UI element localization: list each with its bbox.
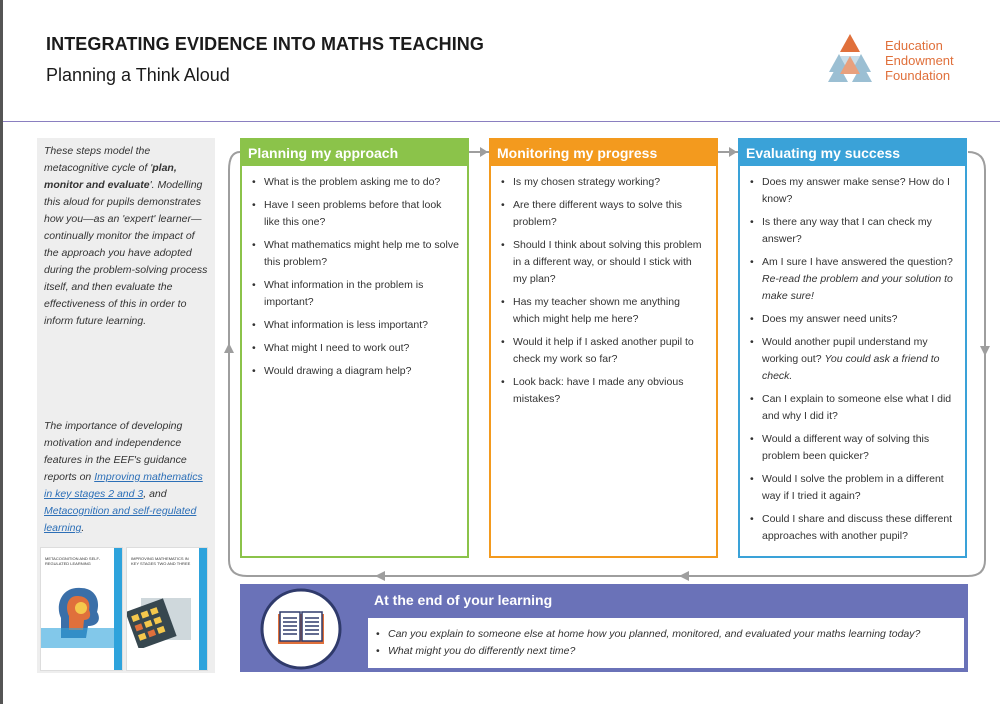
- report-cover-maths[interactable]: [126, 547, 208, 671]
- panel-monitoring-list: [491, 166, 716, 408]
- header-divider: [3, 121, 1000, 122]
- panel-monitoring: [489, 138, 718, 558]
- panel-planning-heading: Planning my approach: [242, 140, 467, 166]
- logo-line-2: Endowment: [885, 53, 954, 68]
- list-item: • Could I share and discuss these different approaches with another pupil?: [750, 511, 957, 545]
- list-item: • What is the problem asking me to do?: [252, 174, 459, 191]
- page-subtitle: Planning a Think Aloud: [46, 65, 230, 85]
- panel-evaluating: [738, 138, 967, 558]
- logo-line-1: Education: [885, 38, 943, 53]
- list-item: • What information is less important?: [252, 317, 459, 334]
- end-of-learning-heading: At the end of your learning: [374, 592, 553, 608]
- list-item: • Would I solve the problem in a different way if I tried it again?: [750, 471, 957, 505]
- arrow-up-left: [224, 343, 234, 353]
- open-book-icon: [260, 588, 342, 670]
- calculator-icon: [127, 588, 201, 648]
- list-item: • Does my answer need units?: [750, 311, 957, 328]
- arrow-down-right: [980, 346, 990, 356]
- left-border: [0, 0, 3, 704]
- list-item: • Has my teacher shown me anything which might help me here?: [501, 294, 708, 328]
- arrow-right-top-1: [480, 147, 488, 157]
- list-item: • Does my answer make sense? How do I know?: [750, 174, 957, 208]
- sidebar: [37, 138, 215, 673]
- list-item: • Look back: have I made any obvious mistakes?: [501, 374, 708, 408]
- list-item: • What might you do differently next time?: [376, 643, 964, 660]
- list-item: • Is there any way that I can check my answer?: [750, 214, 957, 248]
- list-item: • Have I seen problems before that look like this one?: [252, 197, 459, 231]
- arrow-right-top-2: [729, 147, 737, 157]
- end-of-learning-list: [368, 618, 964, 660]
- eef-logo-text: [885, 38, 954, 83]
- list-item: • Is my chosen strategy working?: [501, 174, 708, 191]
- report-cover-title: METACOGNITION AND SELF-REGULATED LEARNING: [45, 556, 101, 566]
- list-item: • Can I explain to someone else what I did and why I did it?: [750, 391, 957, 425]
- list-item: • What information in the problem is important?: [252, 277, 459, 311]
- list-item: • Would a different way of solving this problem been quicker?: [750, 431, 957, 465]
- list-item: • Can you explain to someone else at home how you planned, monitored, and evaluated your maths learning today?: [376, 626, 964, 643]
- panel-evaluating-list: [740, 166, 965, 545]
- arrow-left-bottom-2: [375, 571, 385, 581]
- panel-planning: [240, 138, 469, 558]
- logo-line-3: Foundation: [885, 68, 951, 83]
- list-item: • What mathematics might help me to solve this problem?: [252, 237, 459, 271]
- report-cover-metacognition[interactable]: [40, 547, 123, 671]
- list-item: • What might I need to work out?: [252, 340, 459, 357]
- link-improving-mathematics[interactable]: Improving mathematics in key stages 2 and 3: [44, 471, 203, 500]
- link-metacognition[interactable]: Metacognition and self-regulated learning: [44, 505, 197, 534]
- page-title: INTEGRATING EVIDENCE INTO MATHS TEACHING: [46, 34, 485, 54]
- panel-evaluating-heading: Evaluating my success: [740, 140, 965, 166]
- list-item: • Would drawing a diagram help?: [252, 363, 459, 380]
- end-of-learning-body: [368, 618, 964, 668]
- report-cover-stripe: [199, 548, 207, 671]
- arrow-left-bottom-1: [679, 571, 689, 581]
- panel-monitoring-heading: Monitoring my progress: [491, 140, 716, 166]
- list-item: • Am I sure I have answered the question? Re-read the problem and your solution to make sure!: [750, 254, 957, 305]
- panel-planning-list: [242, 166, 467, 380]
- list-item: • Are there different ways to solve this problem?: [501, 197, 708, 231]
- sidebar-guidance: The importance of developing motivation and independence features in the EEF's guidance reports on Improving mathematics in key stages 2 and 3, and Metacognition and self-regulated learning.: [44, 420, 203, 534]
- end-of-learning-box: [240, 584, 968, 672]
- list-item: • Would it help if I asked another pupil to check my work so far?: [501, 334, 708, 368]
- sidebar-intro: These steps model the metacognitive cycle of 'plan, monitor and evaluate'. Modelling this aloud for pupils demonstrates how you—as an 'expert' learner—continually monitor the impact of the approach you have adopted during the problem-solving process itself, and then evaluate the effectiveness of this in order to inform future learning.: [44, 145, 208, 327]
- report-cover-title: IMPROVING MATHEMATICS IN KEY STAGES TWO AND THREE: [131, 556, 191, 566]
- sidebar-intro-bold: plan, monitor and evaluate: [44, 162, 177, 191]
- list-item: • Should I think about solving this problem in a different way, or should I stick with my plan?: [501, 237, 708, 288]
- head-silhouette-icon: [41, 578, 116, 648]
- report-cover-stripe: [114, 548, 122, 671]
- list-item: • Would another pupil understand my working out? You could ask a friend to check.: [750, 334, 957, 385]
